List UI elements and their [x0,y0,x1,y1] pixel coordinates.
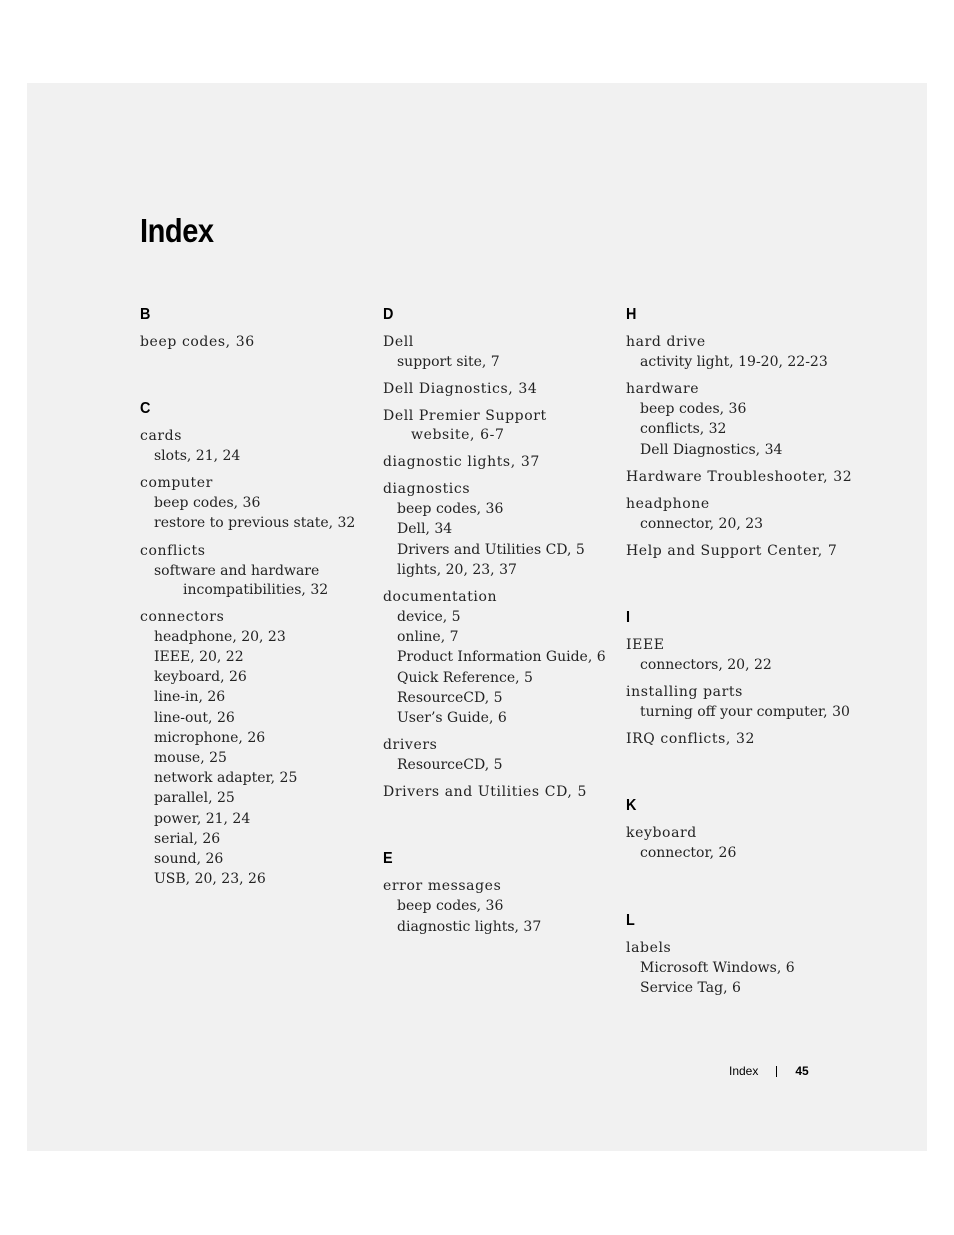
section-entries [383,332,623,802]
section-letter: I [626,609,631,627]
index-entry [626,635,856,675]
index-subterm: Product Information Guide, 6 [397,649,606,666]
section-letter: K [626,797,637,815]
index-section [626,305,856,561]
section-letter: L [626,911,635,929]
index-section [383,305,623,802]
index-subterm: line-out, 26 [154,709,235,726]
index-subterm: USB, 20, 23, 26 [154,871,266,888]
index-section [626,796,856,863]
index-subterm: conflicts, 32 [640,421,727,438]
index-entry [626,823,856,863]
index-term: labels [626,939,672,956]
index-entry [383,406,623,445]
index-term: keyboard [626,825,697,842]
section-entries [626,332,856,561]
section-entries [626,823,856,863]
index-term: diagnostic lights, 37 [383,454,540,471]
index-entry [383,735,623,775]
index-subterm: connector, 26 [640,845,737,862]
index-subterm: IEEE, 20, 22 [154,649,244,666]
index-term: Dell [383,334,414,350]
index-entry [626,682,856,722]
index-entry [383,452,623,472]
index-subterm: restore to previous state, 32 [154,515,356,532]
index-term: Dell Diagnostics, 34 [383,381,538,398]
index-subterm: device, 5 [397,609,461,626]
index-entry [626,379,856,460]
index-entry [383,782,623,802]
page-title: Index [140,212,214,249]
footer-separator [776,1066,777,1077]
index-section [626,911,856,998]
section-entries [383,876,623,936]
section-entries [140,332,380,352]
index-section [140,399,380,889]
index-term: hard drive [626,334,706,350]
index-entry [626,467,856,487]
index-entry [140,426,380,466]
section-entries [140,426,380,889]
index-subterm: ResourceCD, 5 [397,689,503,706]
index-term: beep codes, 36 [140,334,255,350]
index-subterm: Service Tag, 6 [640,979,741,996]
section-entries [626,635,856,749]
index-subterm: lights, 20, 23, 37 [397,561,517,578]
index-term: Hardware Troubleshooter, 32 [626,468,853,485]
index-subterm: activity light, 19-20, 22-23 [640,354,828,370]
index-term: diagnostics [383,481,471,498]
index-subterm: support site, 7 [397,354,500,370]
index-section [383,849,623,936]
index-column-3 [626,305,856,1045]
footer-label: Index [729,1064,759,1078]
index-column-1 [140,305,380,936]
index-subterm: beep codes, 36 [154,495,261,512]
index-term: hardware [626,381,700,398]
index-subterm: parallel, 25 [154,790,235,807]
index-entry [383,876,623,936]
index-term: installing parts [626,684,743,701]
index-entry [626,332,856,372]
index-section [140,305,380,352]
index-entry [140,541,380,600]
section-letter: C [140,400,151,417]
index-subterm: connector, 20, 23 [640,515,764,532]
index-term: drivers [383,737,438,754]
index-subterm: beep codes, 36 [640,401,747,418]
page-number: 45 [795,1064,809,1078]
index-subterm: beep codes, 36 [397,501,504,518]
index-subterm: software and hardware [154,562,320,579]
index-entry [383,479,623,580]
index-term: IEEE [626,637,665,654]
index-subterm: sound, 26 [154,851,224,868]
index-subterm: online, 7 [397,629,459,646]
index-subterm: diagnostic lights, 37 [397,918,542,935]
index-entry [140,607,380,890]
index-subterm-continuation: incompatibilities, 32 [183,581,329,598]
index-subterm: keyboard, 26 [154,669,247,686]
index-term-continuation: website, 6-7 [411,427,505,444]
section-letter: B [140,306,151,323]
index-term: documentation [383,589,498,606]
index-entry [626,494,856,534]
index-term: Dell Premier Support [383,408,547,425]
index-section [626,608,856,749]
index-entry [383,587,623,728]
index-term: error messages [383,878,502,895]
index-subterm: User’s Guide, 6 [397,710,507,727]
index-column-2 [383,305,623,984]
index-subterm: connectors, 20, 22 [640,657,772,674]
page-footer [729,1062,809,1080]
index-subterm: Drivers and Utilities CD, 5 [397,541,585,558]
section-letter: E [383,850,393,868]
index-term: conflicts [140,542,206,559]
index-entry [626,541,856,561]
index-entry [140,473,380,533]
index-term: headphone [626,495,710,512]
index-entry [140,332,380,352]
index-term: computer [140,475,213,492]
index-subterm: microphone, 26 [154,729,266,746]
index-subterm: slots, 21, 24 [154,448,241,464]
index-entry [626,729,856,749]
index-entry [383,332,623,372]
index-subterm: serial, 26 [154,830,221,847]
index-subterm: beep codes, 36 [397,898,504,915]
index-subterm: Dell Diagnostics, 34 [640,441,783,458]
index-entry [626,938,856,998]
index-term: connectors [140,608,225,625]
section-letter: H [626,306,637,323]
index-term: IRQ conflicts, 32 [626,731,755,748]
index-subterm: headphone, 20, 23 [154,628,286,645]
index-subterm: turning off your computer, 30 [640,704,850,721]
index-subterm: line-in, 26 [154,689,226,706]
index-subterm: Dell, 34 [397,521,453,538]
section-letter: D [383,306,394,323]
index-subterm: mouse, 25 [154,750,227,767]
index-entry [383,379,623,399]
index-subterm: power, 21, 24 [154,810,251,827]
index-term: Help and Support Center, 7 [626,543,838,560]
index-subterm: Microsoft Windows, 6 [640,959,795,976]
section-entries [626,938,856,998]
index-subterm: network adapter, 25 [154,770,298,787]
index-subterm: ResourceCD, 5 [397,757,503,774]
index-subterm: Quick Reference, 5 [397,669,533,686]
index-term: Drivers and Utilities CD, 5 [383,784,588,801]
index-term: cards [140,428,183,444]
